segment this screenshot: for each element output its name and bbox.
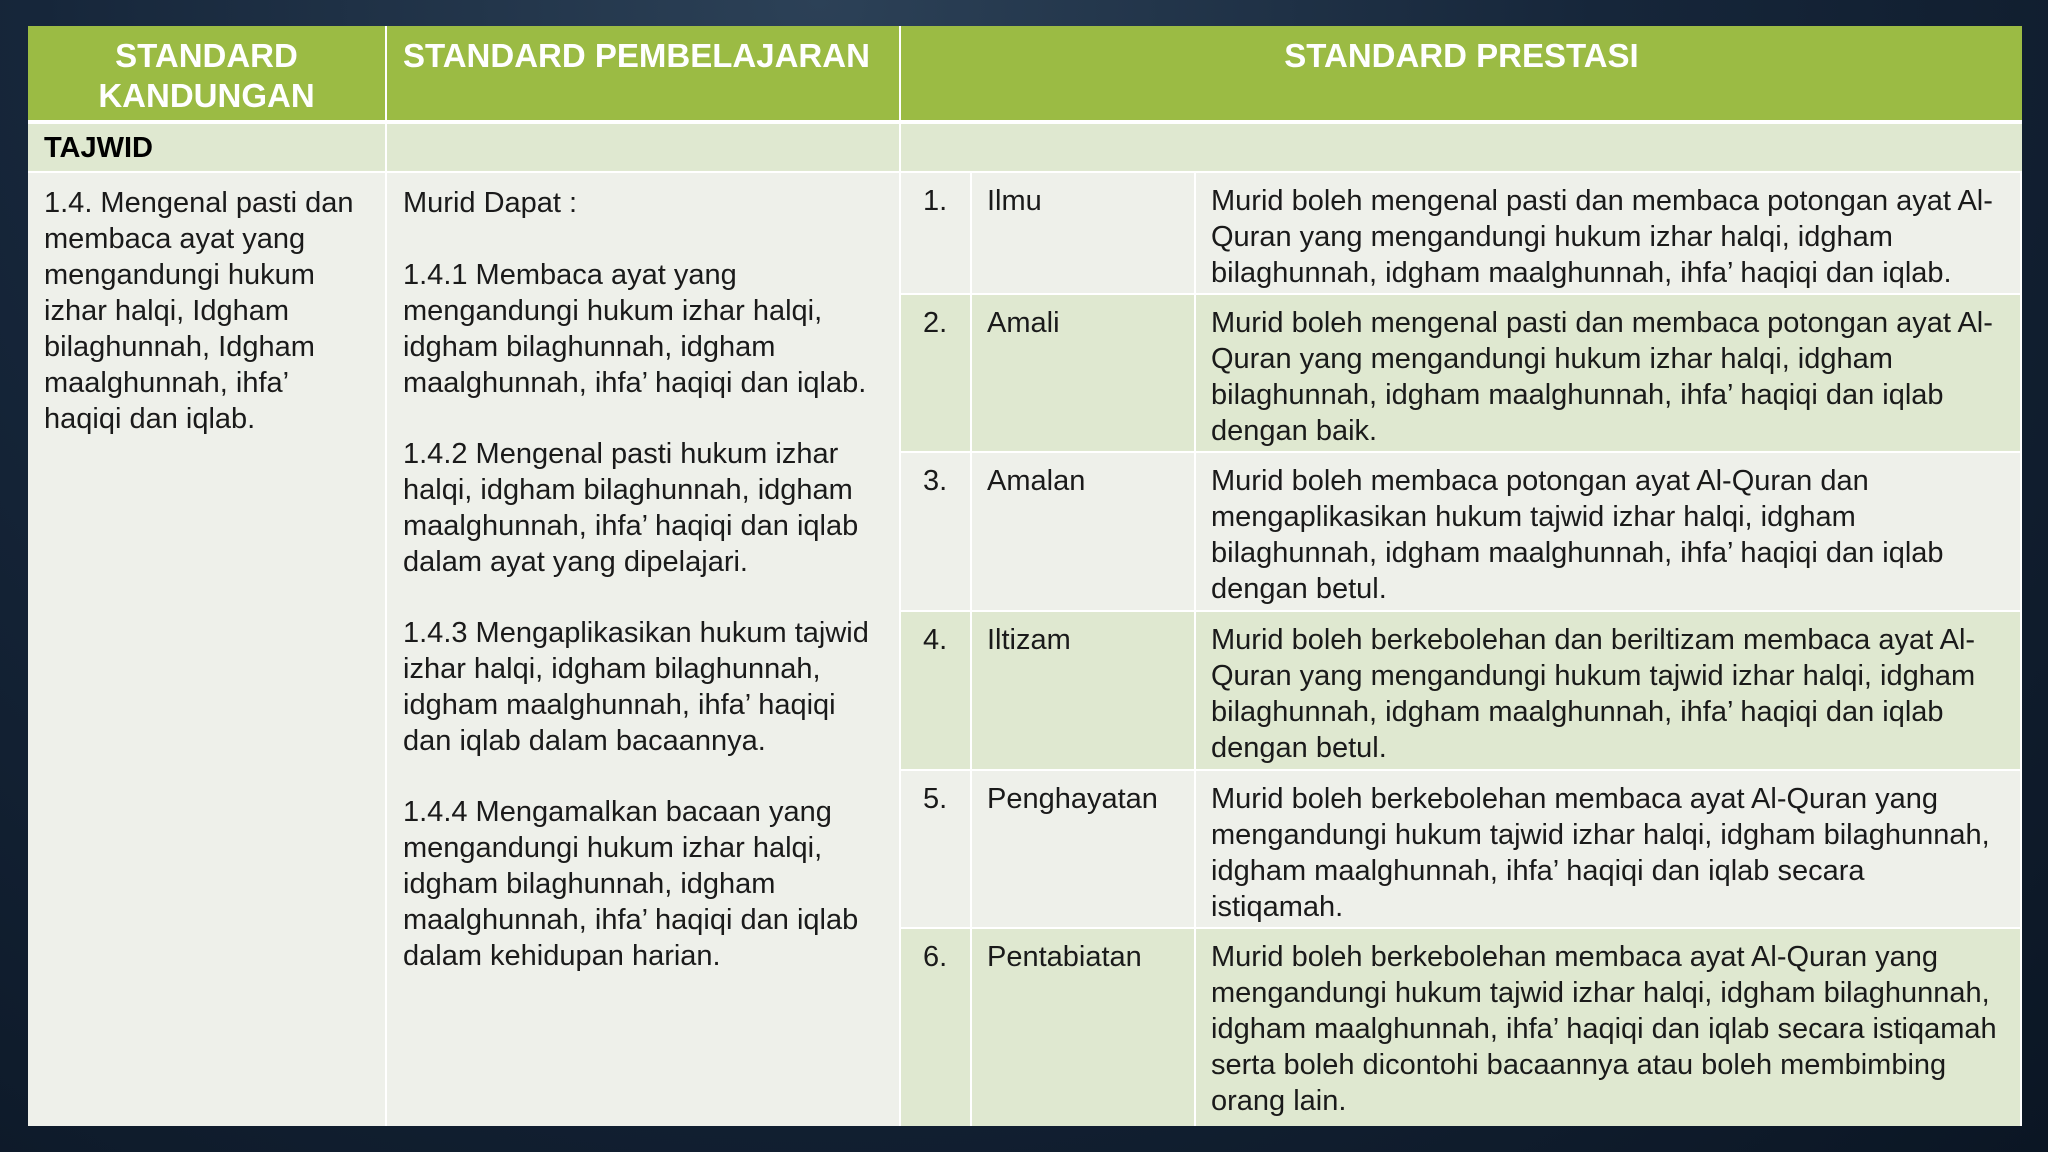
prestasi-table <box>901 173 2022 1126</box>
prestasi-row <box>901 295 2020 451</box>
prestasi-row <box>901 929 2020 1126</box>
prestasi-number: 1. <box>901 173 970 293</box>
prestasi-number: 6. <box>901 929 970 1126</box>
prestasi-row <box>901 612 2020 769</box>
prestasi-number: 2. <box>901 295 970 451</box>
prestasi-level: Amali <box>972 295 1194 451</box>
prestasi-description: Murid boleh berkebolehan membaca ayat Al-Quran yang mengandungi hukum tajwid izhar halqi, idgham bilaghunnah, idgham maalghunnah, ihfa’ haqiqi dan iqlab secara istiqamah. <box>1196 771 2020 927</box>
prestasi-level: Ilmu <box>972 173 1194 293</box>
pembelajaran-item: 1.4.3 Mengaplikasikan hukum tajwid izhar halqi, idgham bilaghunnah, idgham maalghunnah, ihfa’ haqiqi dan iqlab dalam bacaannya. <box>403 617 869 757</box>
section-blank-cell <box>387 124 899 171</box>
standards-table <box>28 26 2022 1126</box>
kandungan-text: 1.4. Mengenal pasti dan membaca ayat yang mengandungi hukum izhar halqi, Idgham bilaghunnah, Idgham maalghunnah, ihfa’ haqiqi dan iqlab. <box>44 187 354 435</box>
prestasi-number: 5. <box>901 771 970 927</box>
prestasi-description: Murid boleh mengenal pasti dan membaca potongan ayat Al-Quran yang mengandungi hukum izhar halqi, idgham bilaghunnah, idgham maalghunnah, ihfa’ haqiqi dan iqlab dengan baik. <box>1196 295 2020 451</box>
header-standard-pembelajaran: STANDARD PEMBELAJARAN <box>387 26 899 120</box>
prestasi-level: Penghayatan <box>972 771 1194 927</box>
prestasi-row <box>901 173 2020 293</box>
prestasi-level: Amalan <box>972 453 1194 610</box>
prestasi-number: 4. <box>901 612 970 769</box>
prestasi-row <box>901 453 2020 610</box>
header-standard-prestasi: STANDARD PRESTASI <box>901 26 2022 120</box>
section-label: TAJWID <box>28 124 385 171</box>
header-standard-kandungan: STANDARD KANDUNGAN <box>28 26 385 120</box>
pembelajaran-item: 1.4.2 Mengenal pasti hukum izhar halqi, idgham bilaghunnah, idgham maalghunnah, ihfa’ haqiqi dan iqlab dalam ayat yang dipelajari. <box>403 438 859 578</box>
section-blank-cell <box>901 124 2022 171</box>
pembelajaran-cell <box>387 173 899 1126</box>
prestasi-level: Pentabiatan <box>972 929 1194 1126</box>
prestasi-number: 3. <box>901 453 970 610</box>
prestasi-row <box>901 771 2020 927</box>
prestasi-description: Murid boleh mengenal pasti dan membaca potongan ayat Al-Quran yang mengandungi hukum izhar halqi, idgham bilaghunnah, idgham maalghunnah, ihfa’ haqiqi dan iqlab. <box>1196 173 2020 293</box>
pembelajaran-intro: Murid Dapat : <box>403 187 578 219</box>
prestasi-description: Murid boleh berkebolehan dan beriltizam membaca ayat Al-Quran yang mengandungi hukum tajwid izhar halqi, idgham bilaghunnah, idgham maalghunnah, ihfa’ haqiqi dan iqlab dengan betul. <box>1196 612 2020 769</box>
prestasi-description: Murid boleh berkebolehan membaca ayat Al-Quran yang mengandungi hukum tajwid izhar halqi, idgham bilaghunnah, idgham maalghunnah, ihfa’ haqiqi dan iqlab secara istiqamah serta boleh dicontohi bacaannya atau boleh membimbing orang lain. <box>1196 929 2020 1126</box>
kandungan-cell <box>28 173 385 1126</box>
prestasi-level: Iltizam <box>972 612 1194 769</box>
pembelajaran-item: 1.4.4 Mengamalkan bacaan yang mengandungi hukum izhar halqi, idgham bilaghunnah, idgham maalghunnah, ihfa’ haqiqi dan iqlab dalam kehidupan harian. <box>403 796 859 972</box>
prestasi-description: Murid boleh membaca potongan ayat Al-Quran dan mengaplikasikan hukum tajwid izhar halqi, idgham bilaghunnah, idgham maalghunnah, ihfa’ haqiqi dan iqlab dengan betul. <box>1196 453 2020 610</box>
pembelajaran-item: 1.4.1 Membaca ayat yang mengandungi hukum izhar halqi, idgham bilaghunnah, idgham maalghunnah, ihfa’ haqiqi dan iqlab. <box>403 259 867 399</box>
